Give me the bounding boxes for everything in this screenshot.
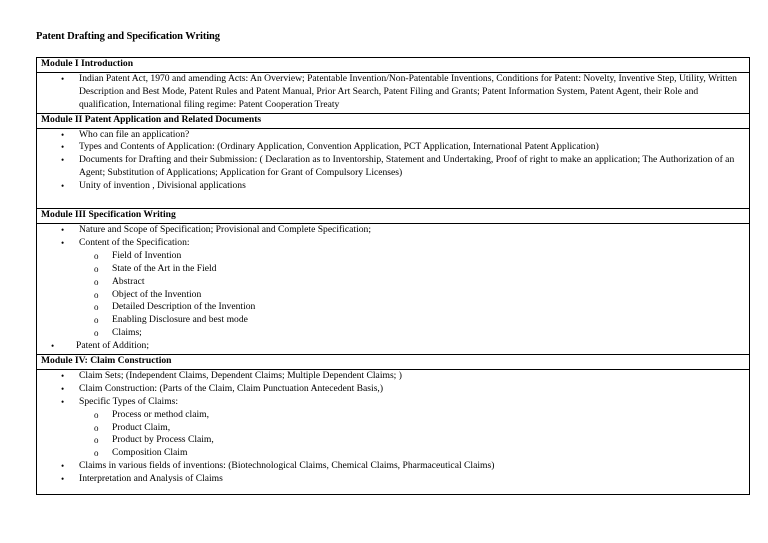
list-item bbox=[41, 396, 745, 461]
module-3-content-row bbox=[37, 223, 750, 354]
module-heading: Module II Patent Application and Related Documents bbox=[37, 113, 750, 128]
syllabus-table bbox=[36, 57, 750, 495]
module-3-heading-row bbox=[37, 209, 750, 224]
topic-list bbox=[41, 129, 745, 194]
sub-list-item: o Object of the Invention bbox=[79, 289, 745, 302]
list-item: • Interpretation and Analysis of Claims bbox=[41, 473, 745, 486]
sub-list-item: o Product Claim, bbox=[79, 422, 745, 435]
module-content bbox=[37, 72, 750, 113]
list-item: • Documents for Drafting and their Submission: ( Declaration as to Inventorship, Statement and Undertaking, Proof of right to make an application; The Authorization of an Agent; Substitution of Applications; Application for Grant of Compulsory Licenses) bbox=[41, 154, 745, 180]
module-content bbox=[37, 128, 750, 209]
topic-list bbox=[41, 370, 745, 486]
module-4-content-row bbox=[37, 369, 750, 494]
module-content bbox=[37, 369, 750, 494]
list-item: • Claim Construction: (Parts of the Claim, Claim Punctuation Antecedent Basis,) bbox=[41, 383, 745, 396]
module-heading: Module III Specification Writing bbox=[37, 209, 750, 224]
module-content bbox=[37, 223, 750, 354]
sub-list-item: o Composition Claim bbox=[79, 447, 745, 460]
module-heading: Module IV: Claim Construction bbox=[37, 355, 750, 370]
module-2-content-row bbox=[37, 128, 750, 209]
module-1-heading-row bbox=[37, 58, 750, 73]
topic-list bbox=[41, 224, 745, 353]
sub-list-item: o State of the Art in the Field bbox=[79, 263, 745, 276]
list-item-text: Specific Types of Claims: bbox=[79, 395, 179, 407]
module-2-heading-row bbox=[37, 113, 750, 128]
list-item: • Nature and Scope of Specification; Provisional and Complete Specification; bbox=[41, 224, 745, 237]
topic-list bbox=[41, 73, 745, 112]
sub-list-item: o Product by Process Claim, bbox=[79, 434, 745, 447]
sub-list bbox=[79, 250, 745, 340]
sub-list-item: o Detailed Description of the Invention bbox=[79, 301, 745, 314]
list-item: • Patent of Addition; bbox=[41, 340, 745, 353]
list-item: • Who can file an application? bbox=[41, 129, 745, 142]
document-title: Patent Drafting and Specification Writing bbox=[36, 31, 220, 42]
list-item: • Unity of invention , Divisional applications bbox=[41, 180, 745, 193]
sub-list-item: o Enabling Disclosure and best mode bbox=[79, 314, 745, 327]
list-item: • Claims in various fields of inventions: (Biotechnological Claims, Chemical Claims, Pharmaceutical Claims) bbox=[41, 460, 745, 473]
list-item bbox=[41, 237, 745, 340]
module-4-heading-row bbox=[37, 355, 750, 370]
list-item: • Types and Contents of Application: (Ordinary Application, Convention Application, PCT Application, International Patent Application) bbox=[41, 141, 745, 154]
sub-list-item: o Field of Invention bbox=[79, 250, 745, 263]
sub-list-item: o Process or method claim, bbox=[79, 409, 745, 422]
sub-list-item: o Claims; bbox=[79, 327, 745, 340]
module-heading: Module I Introduction bbox=[37, 58, 750, 73]
list-item: • Claim Sets; (Independent Claims, Dependent Claims; Multiple Dependent Claims; ) bbox=[41, 370, 745, 383]
sub-list bbox=[79, 409, 745, 461]
sub-list-item: o Abstract bbox=[79, 276, 745, 289]
list-item-text: Content of the Specification: bbox=[79, 236, 190, 248]
module-1-content-row bbox=[37, 72, 750, 113]
list-item: • Indian Patent Act, 1970 and amending Acts: An Overview; Patentable Invention/Non-Patentable Inventions, Conditions for Patent: Novelty, Inventive Step, Utility, Written Description and Best Mode, Patent Rules and Patent Manual, Prior Art Search, Patent Filing and Grants; Patent Information System, Patent Agent, their Role and qualification, International filing regime: Patent Cooperation Treaty bbox=[41, 73, 745, 112]
